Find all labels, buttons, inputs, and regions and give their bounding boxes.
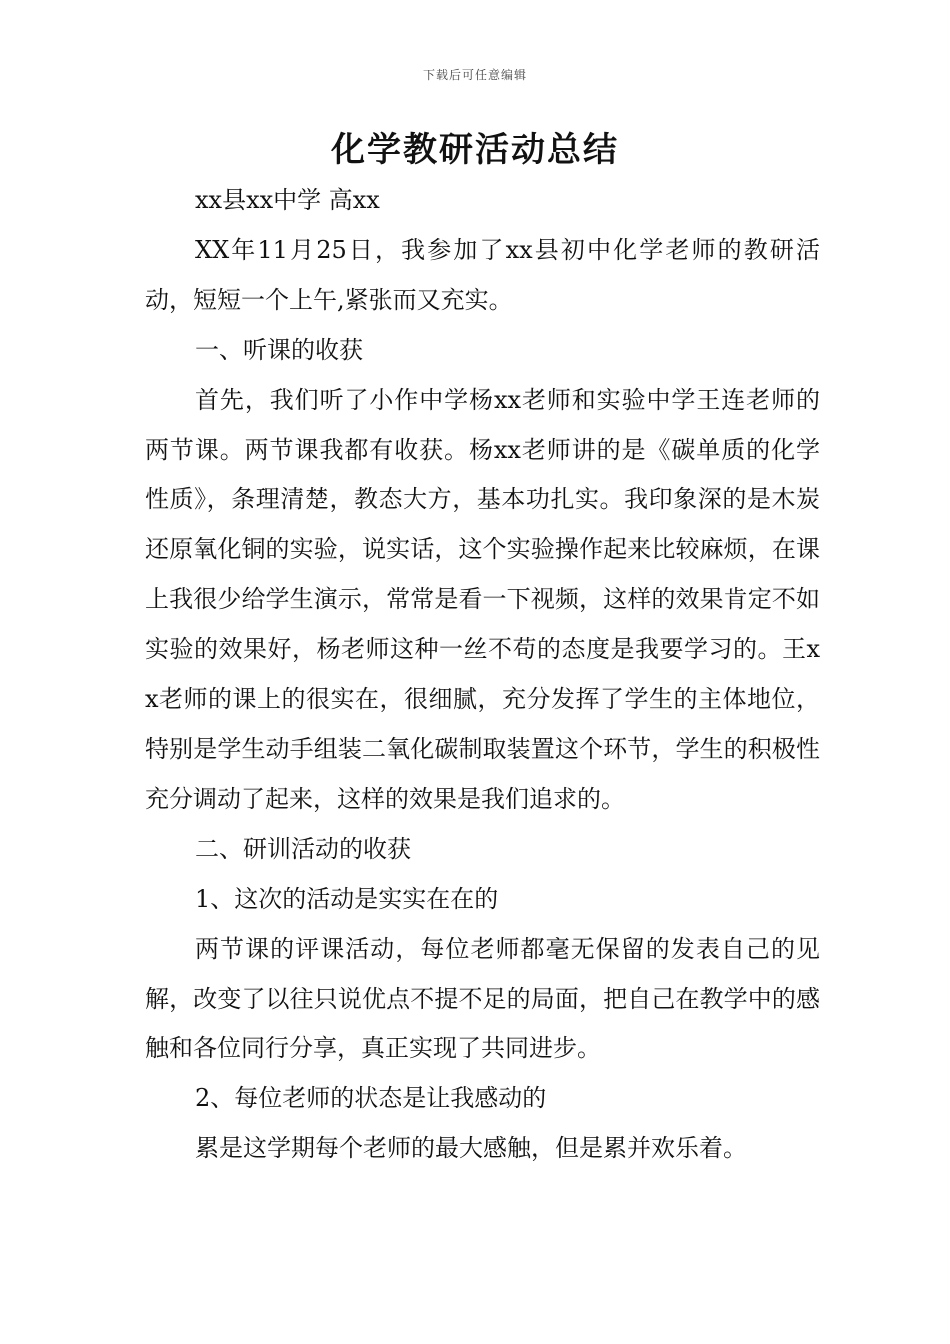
subheading-2: 2、每位老师的状态是让我感动的 — [195, 1084, 547, 1113]
evaluation-paragraph: 两节课的评课活动，每位老师都毫无保留的发表自己的见解，改变了以往只说优点不提不足的局面，把自己在教学中的感触和各位同行分享，真正实现了共同进步。 — [145, 934, 820, 1063]
section-heading-1: 一、听课的收获 — [195, 335, 363, 364]
closing-paragraph: 累是这学期每个老师的最大感触，但是累并欢乐着。 — [195, 1134, 747, 1163]
author-line: xx县xx中学 高xx — [195, 186, 380, 214]
intro-paragraph: XX年11月25日，我参加了xx县初中化学老师的教研活动，短短一个上午,紧张而又充实。 — [145, 235, 820, 314]
document-title: 化学教研活动总结 — [331, 130, 619, 170]
header-note: 下载后可任意编辑 — [422, 68, 527, 82]
section-heading-2: 二、研训活动的收获 — [195, 834, 411, 863]
lesson-observation-paragraph: 首先，我们听了小作中学杨xx老师和实验中学王连老师的两节课。两节课我都有收获。杨xx老师讲的是《碳单质的化学性质》，条理清楚，教态大方，基本功扎实。我印象深的是木炭还原氧化铜的实验，说实话，这个实验操作起来比较麻烦，在课上我很少给学生演示，常常是看一下视频，这样的效果肯定不如实验的效果好，杨老师这种一丝不苟的态度是我要学习的。王xx老师的课上的很实在，很细腻，充分发挥了学生的主体地位，特别是学生动手组装二氧化碳制取装置这个环节，学生的积极性充分调动了起来，这样的效果是我们追求的。 — [145, 385, 820, 813]
document-body — [145, 176, 820, 1174]
subheading-1: 1、这次的活动是实实在在的 — [195, 884, 499, 913]
